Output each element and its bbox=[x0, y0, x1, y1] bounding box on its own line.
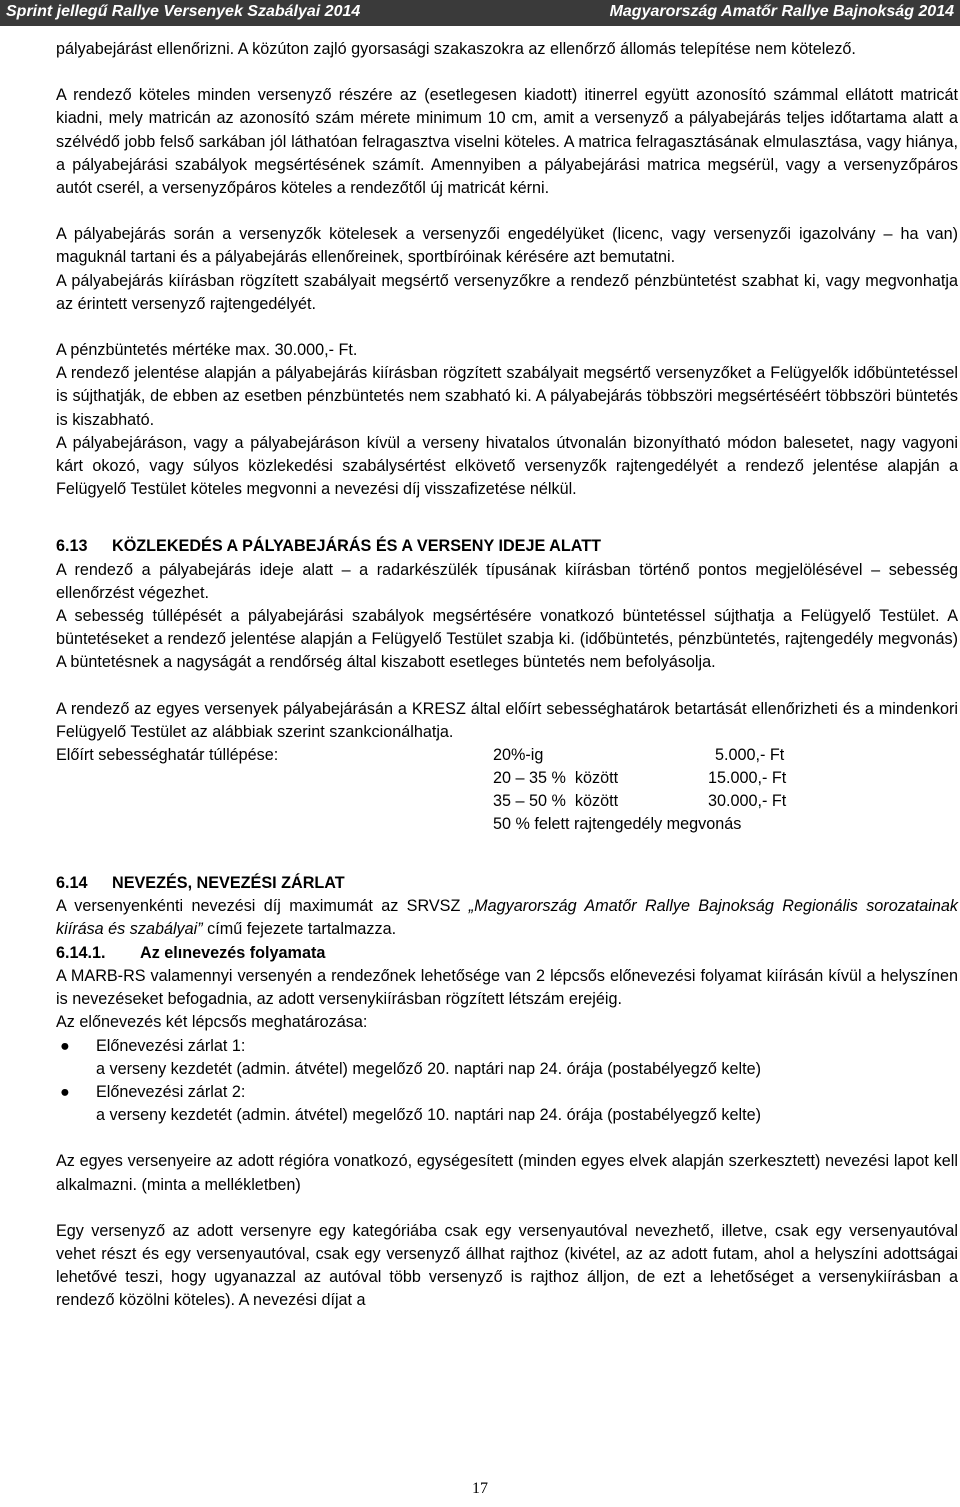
paragraph: Az előnevezés két lépcsős meghatározása: bbox=[56, 1013, 368, 1032]
section-number: 6.14 bbox=[56, 874, 88, 893]
paragraph: pályabejárást ellenőrizni. A közúton zajló gyorsasági szakaszokra az ellenőrző állomás telepítése nem kötelező. bbox=[56, 40, 856, 58]
page-number: 17 bbox=[472, 1480, 488, 1497]
paragraph bbox=[56, 895, 958, 941]
paragraph: A rendező az egyes versenyek pályabejárásán a KRESZ által előírt sebességhatárok betartását ellenőrizheti és a mindenkori Felügyelő Testület az alábbiak szerint szankcionálhatja. bbox=[56, 699, 958, 741]
document-body bbox=[56, 38, 958, 1313]
paragraph: A pályabejárás során a versenyzők kötelesek a versenyzői engedélyüket (licenc, vagy versenyzői igazolvány – ha van) maguknál tartani és a pályabejárás ellenőreinek, sportbíróinak kérésére azt bemutatni. bbox=[56, 225, 958, 267]
table-cell-range: 35 – 50 % között bbox=[493, 792, 619, 811]
paragraph: A pályabejárás kiírásban rögzített szabályait megsértő versenyzőkre a rendező pénzbüntetést szabhat ki, vagy megvonhatja az érintett versenyző rajtengedélyét. bbox=[56, 271, 958, 313]
speed-fine-table bbox=[56, 744, 958, 838]
paragraph: Az egyes versenyeire az adott régióra vonatkozó, egységesített (minden egyes elvek alapján szerkesztett) nevezési lapot kell alkalmazni. (minta a mellékletben) bbox=[56, 1152, 958, 1194]
section-heading-6-13 bbox=[56, 535, 958, 558]
list-item-text: a verseny kezdetét (admin. átvétel) megelőző 10. naptári nap 24. órája (postabélyegző kelte) bbox=[96, 1106, 761, 1125]
list-item-title: Előnevezési zárlat 1: bbox=[96, 1036, 246, 1055]
table-cell-range: 20 – 35 % között bbox=[493, 769, 619, 788]
subsection-heading-6-14-1 bbox=[56, 942, 958, 965]
list-item-title: Előnevezési zárlat 2: bbox=[96, 1082, 246, 1101]
table-cell-fine: 5.000,- Ft bbox=[715, 746, 785, 765]
subsection-title: Az elınevezés folyamata bbox=[140, 943, 326, 962]
bullet-icon: ● bbox=[60, 1082, 70, 1101]
table-label: Előírt sebességhatár túllépése: bbox=[56, 746, 279, 765]
table-cell-fine: 30.000,- Ft bbox=[708, 792, 787, 811]
section-heading-6-14 bbox=[56, 872, 958, 895]
section-title: KÖZLEKEDÉS A PÁLYABEJÁRÁS ÉS A VERSENY IDEJE ALATT bbox=[112, 537, 602, 556]
bullet-icon: ● bbox=[60, 1036, 70, 1055]
paragraph: Egy versenyző az adott versenyre egy kategóriába csak egy versenyautóval nevezhető, illetve, csak egy versenyautóval vehet részt és egy versenyautóval, csak egy versenyző állhat rajthoz (kivétel, az az adott futam, ahol a helyszíni adottságai lehetővé teszi, hogy ugyanazzal az autóval több versenyző is rajthoz álljon, de ezt a lehetőséget a versenykiírásban a rendező közölni köteles). A nevezési díjat a bbox=[56, 1221, 958, 1310]
header-right-title: Magyarország Amatőr Rallye Bajnokság 2014 bbox=[609, 3, 954, 20]
text-run: A versenyenkénti nevezési díj maximumát az SRVSZ bbox=[56, 897, 469, 916]
paragraph: A MARB-RS valamennyi versenyén a rendezőnek lehetősége van 2 lépcsős előnevezési folyamat kiírásán kívül a helyszínen is nevezéseket befogadnia, az adott versenykiírásban rögzített létszám erejéig. bbox=[56, 966, 958, 1009]
emphasized-text: „Magyarország Amatőr Rallye Bajnokság Regionális sorozatainak kiírása és szabályai” bbox=[56, 897, 958, 939]
list-item bbox=[56, 1035, 958, 1081]
page-header bbox=[0, 0, 960, 26]
table-cell-fine: 15.000,- Ft bbox=[708, 769, 787, 788]
list-item-text: a verseny kezdetét (admin. átvétel) megelőző 20. naptári nap 24. órája (postabélyegző kelte) bbox=[96, 1059, 761, 1078]
table-cell-range: 50 % felett rajtengedély megvonás bbox=[493, 815, 742, 834]
paragraph: A pályabejáráson, vagy a pályabejáráson kívül a verseny hivatalos útvonalán bizonyítható módon balesetet, nagy vagyoni kárt okozó, vagy súlyos közlekedési szabálysértést elkövető versenyzők rajtengedélyét a rendező jelentése alapján a Felügyelő Testület köteles megvonni a nevezési díj visszafizetése nélkül. bbox=[56, 433, 958, 499]
section-title: NEVEZÉS, NEVEZÉSI ZÁRLAT bbox=[112, 874, 345, 893]
paragraph: A sebesség túllépését a pályabejárási szabályok megsértésére vonatkozó büntetéssel sújthatja a Felügyelő Testület. A büntetéseket a rendező jelentése alapján a Felügyelő Testület szabja ki. (időbüntetés, pénzbüntetés, rajtengedély megvonás) A büntetésnek a nagyságát a rendőrség által kiszabott esetleges büntetés nem befolyásolja. bbox=[56, 607, 958, 672]
paragraph: A rendező köteles minden versenyző részére az (esetlegesen kiadott) itinerrel együtt azonosító számmal ellátott matricát kiadni, mely matricán az azonosító szám mérete minimum 10 cm, amit a versenyző a pályabejárás teljes időtartama alatt a szélvédő jobb felső sarkában jól láthatóan felragasztva viselni köteles. A matrica felragasztásának elmulasztása, vagy hiánya, a pályabejárási szabályok megsértésének számít. Amennyiben a pályabejárási matrica megsérül, vagy a versenyzőpáros autót cserél, a versenyzőpáros köteles a rendezőtől új matricát kérni. bbox=[56, 86, 958, 198]
header-left-title: Sprint jellegű Rallye Versenyek Szabályai 2014 bbox=[6, 3, 361, 20]
paragraph: A rendező a pályabejárás ideje alatt – a radarkészülék típusának kiírásban történő pontos megjelölésével – sebesség ellenőrzést végezhet. bbox=[56, 560, 958, 602]
section-number: 6.13 bbox=[56, 537, 88, 556]
bullet-list bbox=[56, 1035, 958, 1128]
list-item bbox=[56, 1081, 958, 1127]
text-run: című fejezete tartalmazza. bbox=[202, 920, 397, 939]
paragraph: A pénzbüntetés mértéke max. 30.000,- Ft. bbox=[56, 341, 358, 360]
paragraph: A rendező jelentése alapján a pályabejárás kiírásban rögzített szabályait megsértő versenyzőket a Felügyelők időbüntetéssel is sújthatják, de ebben az esetben pénzbüntetés nem szabható ki. A pályabejárás többszöri megsértéséért többszöri büntetés is kiszabható. bbox=[56, 364, 958, 429]
table-cell-range: 20%-ig bbox=[493, 746, 544, 765]
subsection-number: 6.14.1. bbox=[56, 943, 106, 962]
